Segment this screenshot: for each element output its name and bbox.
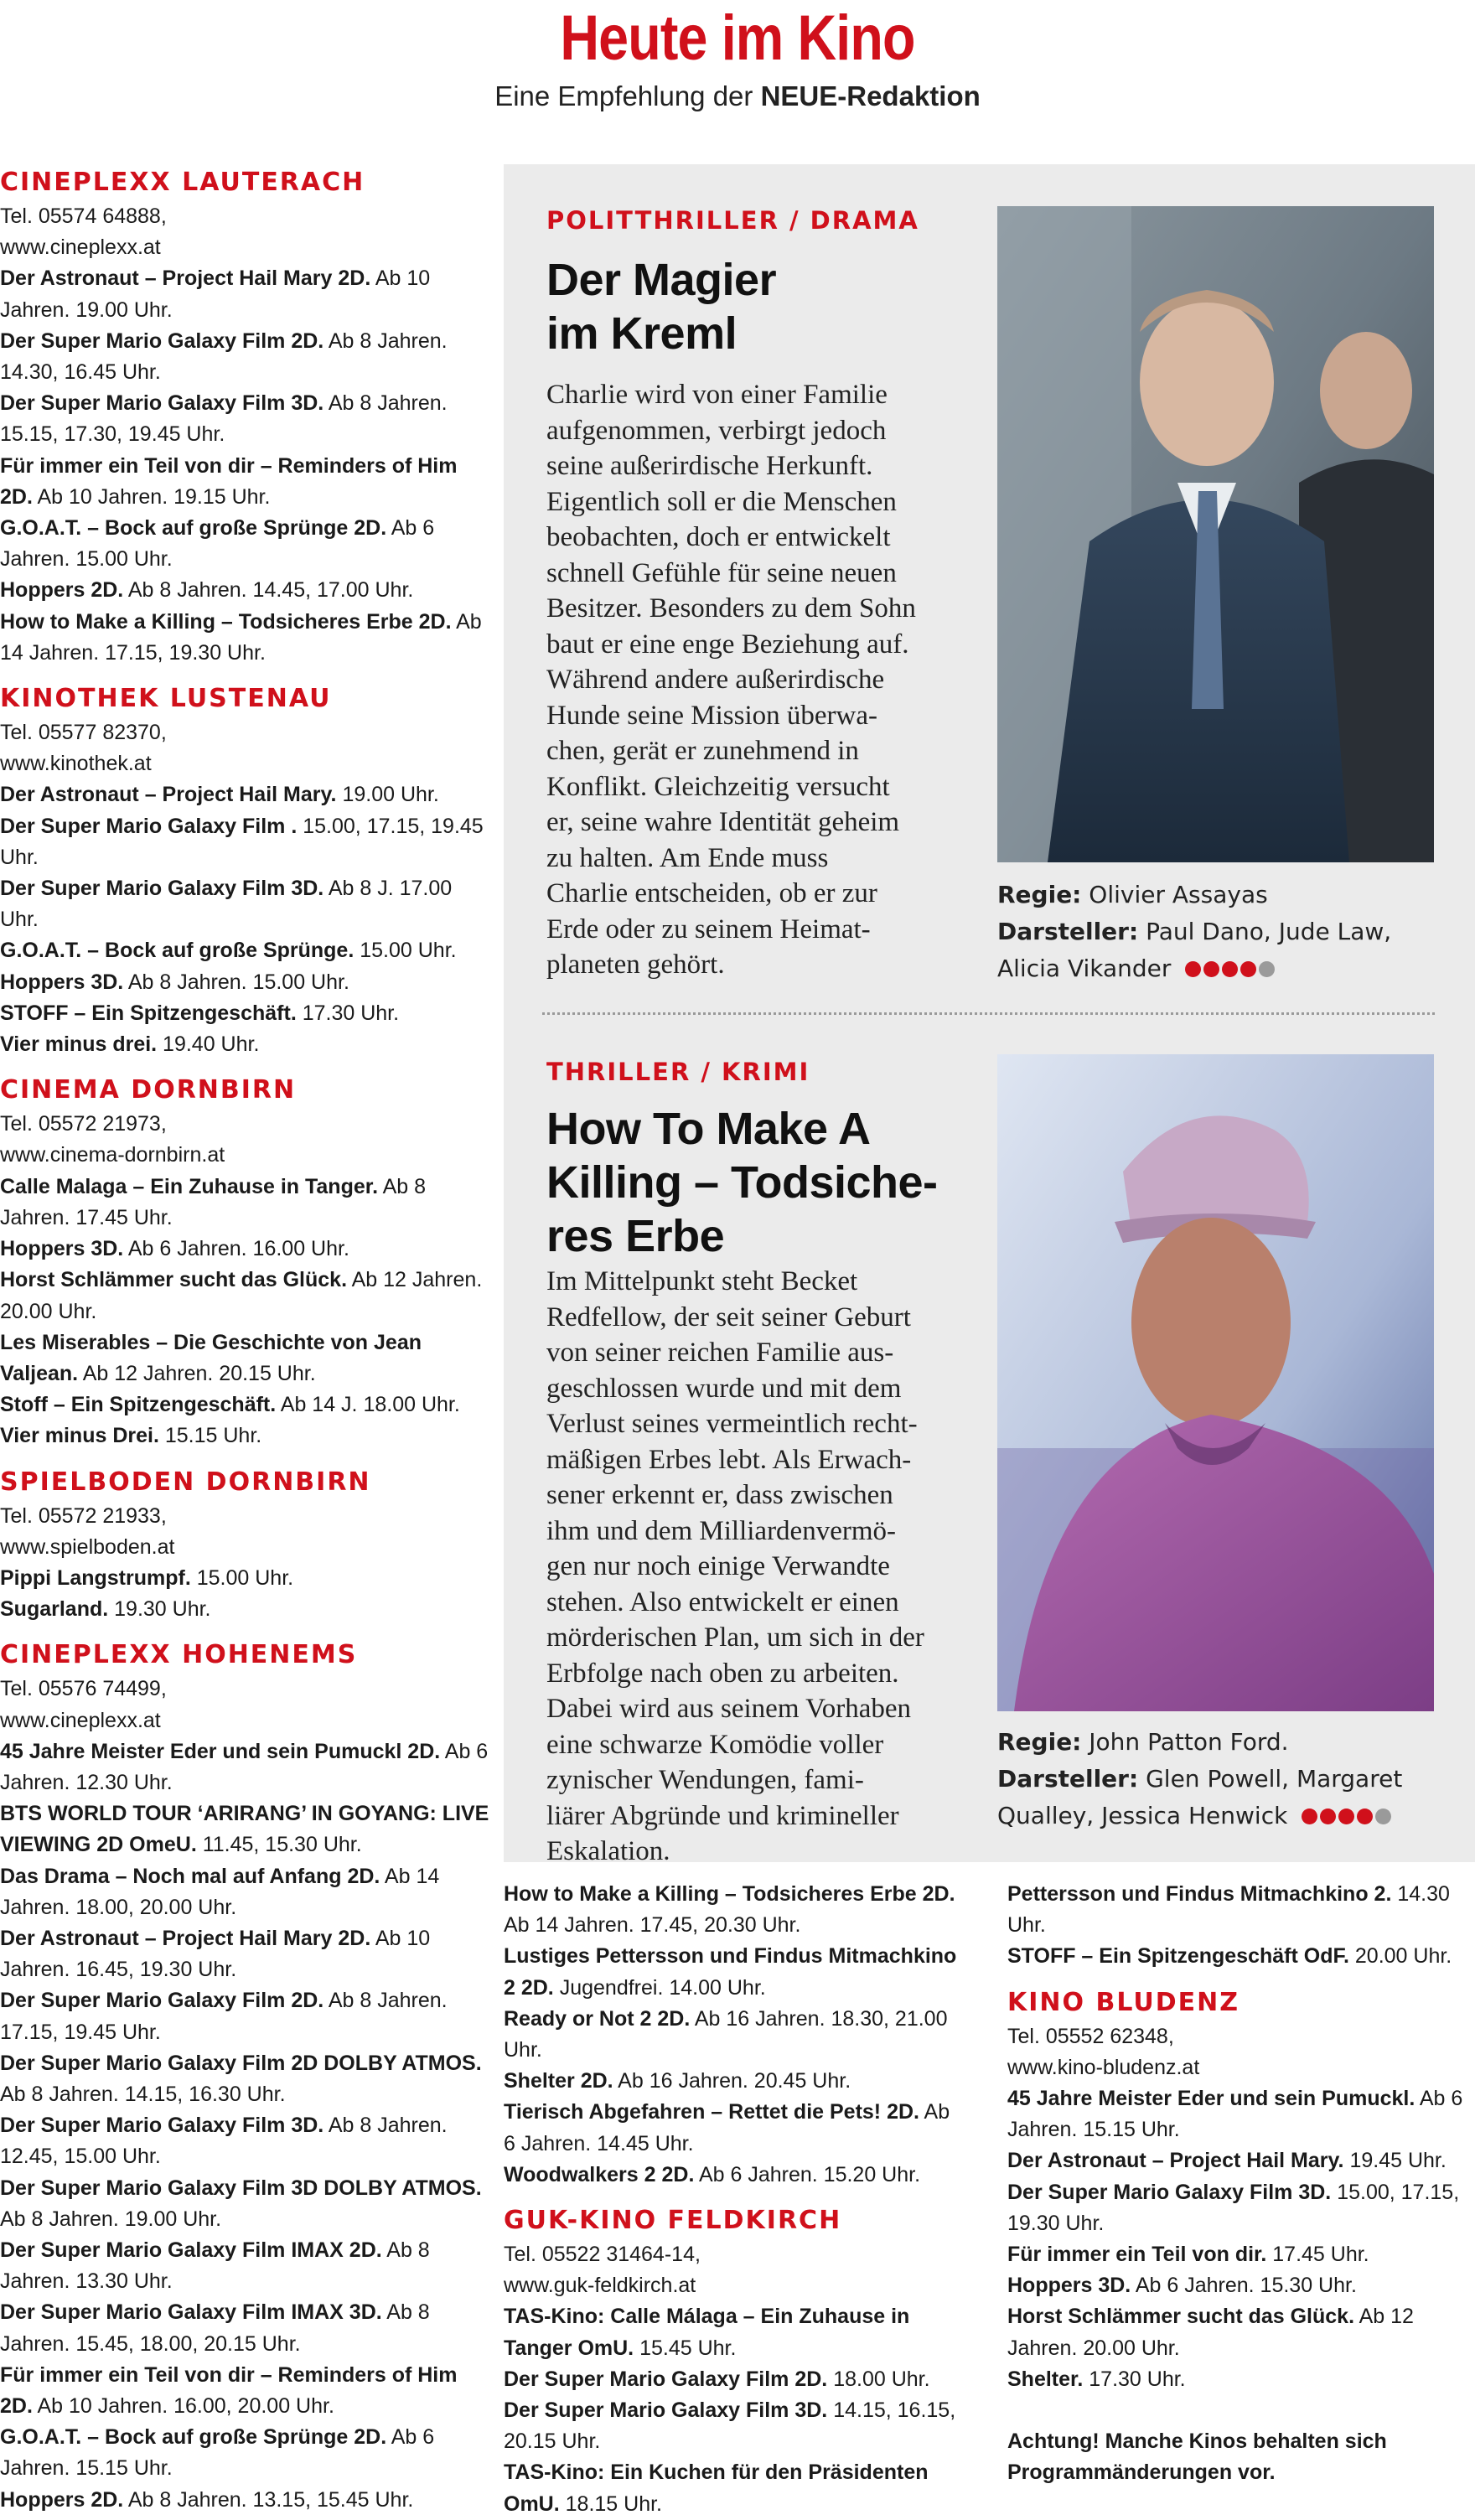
- film-details: 14.30 Uhr.: [1007, 1882, 1450, 1938]
- film-details: 20.00 Uhr.: [1348, 1944, 1452, 1969]
- body-line: sener erkennt er, dass zwischen: [546, 1480, 893, 1510]
- film-entry: [1007, 2239, 1467, 2270]
- film-title: STOFF – Ein Spitzengeschäft.: [0, 1001, 297, 1025]
- film-title: Das Drama – Noch mal auf Anfang 2D.: [0, 1864, 380, 1888]
- film-entry: [504, 1941, 960, 2003]
- film-details: Ab 8 Jahren. 13.15, 15.45 Uhr.: [123, 2487, 414, 2512]
- film-entry: [0, 1563, 494, 1594]
- body-line: Verlust seines vermeintlich recht-: [546, 1409, 918, 1439]
- film-details: Ab 8 Jahren. 14.45, 17.00 Uhr.: [123, 578, 414, 603]
- film-entry: [1007, 2177, 1467, 2239]
- film-details: 17.30 Uhr.: [1083, 2367, 1186, 2391]
- rating-dot-filled: [1240, 961, 1256, 977]
- film-title: TAS-Kino: Ein Kuchen für den Präsidenten OmU.: [504, 2460, 929, 2516]
- feature-2-body: [546, 1264, 982, 1870]
- cinema-block: [0, 680, 494, 1060]
- body-line: Im Mittelpunkt steht Becket: [546, 1266, 858, 1296]
- film-title: Der Super Mario Galaxy Film 2D.: [0, 329, 324, 353]
- rating-dot-filled: [1185, 961, 1201, 977]
- film-details: Ab 8 Jahren. 19.00 Uhr.: [0, 2207, 222, 2231]
- film-details: 14.15, 16.15, 20.15 Uhr.: [504, 2398, 956, 2454]
- feature-2-title-line: res Erbe: [546, 1211, 725, 1261]
- film-entry: [0, 1172, 494, 1234]
- cinema-phone: Tel. 05572 21933,: [0, 1503, 167, 1528]
- rating-dot-filled: [1222, 961, 1238, 977]
- film-details: Ab 6 Jahren. 15.00 Uhr.: [0, 516, 435, 572]
- film-title: Der Super Mario Galaxy Film 2D.: [504, 2367, 828, 2391]
- film-details: Ab 10 Jahren. 19.15 Uhr.: [32, 484, 271, 509]
- film-title: How to Make a Killing – Todsicheres Erbe 2D.: [0, 609, 452, 634]
- body-line: Redfellow, der seit seiner Geburt: [546, 1301, 911, 1332]
- body-line: mörderischen Plan, um sich in der: [546, 1622, 924, 1653]
- film-details: Ab 6 Jahren. 12.30 Uhr.: [0, 1739, 489, 1794]
- film-entry: [0, 2360, 494, 2422]
- cinema-name: CINEMA DORNBIRN: [0, 1075, 297, 1105]
- film-details: Ab 6 Jahren. 15.15 Uhr.: [0, 2425, 435, 2481]
- film-entry: [1007, 1941, 1467, 1972]
- body-line: Eigentlich soll er die Menschen: [546, 486, 897, 517]
- film-details: Ab 10 Jahren. 16.00, 20.00 Uhr.: [32, 2394, 334, 2418]
- cinema-phone: Tel. 05577 82370,: [0, 721, 167, 745]
- body-line: schnell Gefühle für seine neuen: [546, 557, 897, 588]
- film-title: Der Super Mario Galaxy Film 3D DOLBY ATMOS.: [0, 2176, 482, 2200]
- body-line: mäßigen Erbes lebt. Als Erwach-: [546, 1444, 912, 1475]
- cinema-block: [0, 1637, 494, 2515]
- film-details: 15.00 Uhr.: [354, 939, 457, 963]
- film-title: Calle Malaga – Ein Zuhause in Tanger.: [0, 1174, 379, 1198]
- cinema-phone: Tel. 05574 64888,: [0, 204, 167, 228]
- rating-dot-filled: [1320, 1809, 1336, 1824]
- cinema-block: [0, 1464, 494, 1626]
- film-title: G.O.A.T. – Bock auf große Sprünge 2D.: [0, 516, 387, 541]
- cast-line: Paul Dano, Jude Law,: [1146, 918, 1392, 945]
- body-line: Charlie wird von einer Familie: [546, 380, 888, 410]
- film-title: Der Super Mario Galaxy Film IMAX 2D.: [0, 2238, 382, 2262]
- body-line: eine schwarze Komödie voller: [546, 1729, 884, 1760]
- film-title: Der Super Mario Galaxy Film 2D.: [0, 1989, 324, 2013]
- rating-dot-empty: [1375, 1809, 1391, 1824]
- film-details: 17.30 Uhr.: [296, 1001, 400, 1025]
- film-details: Ab 8 Jahren. 13.30 Uhr.: [0, 2238, 430, 2294]
- film-details: Ab 8 Jahren. 17.45 Uhr.: [0, 1174, 427, 1229]
- film-entry: [504, 2457, 960, 2519]
- darsteller-label: Darsteller:: [997, 1765, 1139, 1793]
- cinema-block: [504, 2202, 960, 2520]
- film-title: Der Astronaut – Project Hail Mary 2D.: [0, 266, 371, 291]
- body-line: ihm und dem Milliardenvermö-: [546, 1515, 896, 1546]
- film-title: Der Super Mario Galaxy Film IMAX 3D.: [0, 2300, 382, 2325]
- cinema-name: GUK-KINO FELDKIRCH: [504, 2206, 842, 2236]
- body-line: Besitzer. Besonders zu dem Sohn: [546, 593, 916, 624]
- film-entry: [1007, 2270, 1467, 2301]
- film-details: Ab 8 Jahren. 17.15, 19.45 Uhr.: [0, 1989, 448, 2044]
- film-entry: [0, 513, 494, 575]
- film-details: 18.15 Uhr.: [559, 2492, 662, 2516]
- film-title: How to Make a Killing – Todsicheres Erbe 2D.: [504, 1882, 955, 1906]
- film-title: Ready or Not 2 2D.: [504, 2006, 691, 2031]
- film-details: 15.45 Uhr.: [634, 2336, 737, 2360]
- film-entry: [0, 451, 494, 513]
- film-title: Woodwalkers 2 2D.: [504, 2162, 695, 2186]
- film-details: Jugendfrei. 14.00 Uhr.: [553, 1975, 766, 2000]
- film-entry: [0, 1234, 494, 1265]
- film-entry: [0, 1265, 494, 1327]
- feature-1-photo: [997, 206, 1434, 862]
- film-entry: [0, 1923, 494, 1985]
- film-details: Ab 16 Jahren. 20.45 Uhr.: [613, 2069, 851, 2093]
- body-line: Konflikt. Gleichzeitig versucht: [546, 771, 890, 802]
- film-title: Horst Schlämmer sucht das Glück.: [1007, 2305, 1355, 2329]
- film-title: TAS-Kino: Calle Málaga – Ein Zuhause in Tanger OmU.: [504, 2305, 910, 2360]
- film-title: Der Astronaut – Project Hail Mary.: [1007, 2149, 1344, 2173]
- film-title: Lustiges Pettersson und Findus Mitmachkino 2 2D.: [504, 1944, 957, 2000]
- film-entry: [1007, 2083, 1467, 2145]
- film-title: Shelter.: [1007, 2367, 1084, 2391]
- film-entry: [504, 2301, 960, 2363]
- film-details: 11.45, 15.30 Uhr.: [196, 1833, 362, 1857]
- subtitle-prefix: Eine Empfehlung der: [494, 80, 761, 111]
- film-title: Horst Schlämmer sucht das Glück.: [0, 1268, 348, 1292]
- film-details: 19.00 Uhr.: [336, 783, 439, 807]
- film-title: 45 Jahre Meister Eder und sein Pumuckl 2D.: [0, 1739, 441, 1763]
- film-entry: [504, 2364, 960, 2395]
- film-details: Ab 10 Jahren. 19.00 Uhr.: [0, 266, 431, 322]
- feature-1-title-line: Der Magier: [546, 255, 777, 305]
- director: John Patton Ford.: [1089, 1728, 1289, 1756]
- photo-man-in-suit-image: [997, 206, 1434, 862]
- film-entry: [1007, 2145, 1467, 2176]
- cinema-website: www.kinothek.at: [0, 752, 152, 776]
- film-entry: [0, 2297, 494, 2359]
- film-entry: [1007, 1879, 1467, 1941]
- film-entry: [0, 326, 494, 388]
- cinema-website: www.cinema-dornbirn.at: [0, 1143, 225, 1167]
- film-details: Ab 6 Jahren. 15.30 Uhr.: [1131, 2274, 1357, 2298]
- cinema-name: SPIELBODEN DORNBIRN: [0, 1467, 371, 1497]
- director: Olivier Assayas: [1089, 881, 1268, 908]
- film-entry: [0, 1029, 494, 1060]
- film-details: 17.45 Uhr.: [1266, 2243, 1369, 2267]
- film-details: Ab 14 Jahren. 17.45, 20.30 Uhr.: [504, 1913, 801, 1938]
- film-title: Vier minus Drei.: [0, 1424, 159, 1448]
- film-title: Der Super Mario Galaxy Film .: [0, 814, 298, 838]
- film-title: Hoppers 3D.: [1007, 2274, 1131, 2298]
- regie-label: Regie:: [997, 881, 1082, 908]
- film-entry: [504, 2097, 960, 2159]
- film-entry: [0, 575, 494, 606]
- rating-dot-filled: [1203, 961, 1219, 977]
- film-title: Der Super Mario Galaxy Film 3D.: [0, 877, 324, 901]
- film-title: Hoppers 3D.: [0, 1237, 124, 1261]
- cinema-phone: Tel. 05572 21973,: [0, 1112, 167, 1136]
- body-line: planeten gehört.: [546, 950, 725, 980]
- page-title: Heute im Kino: [560, 3, 915, 74]
- film-title: Für immer ein Teil von dir – Reminders of Him 2D.: [0, 453, 458, 509]
- body-line: zu halten. Am Ende muss: [546, 842, 829, 873]
- feature-2-photo: [997, 1054, 1434, 1711]
- cinema-website: www.guk-feldkirch.at: [504, 2274, 696, 2298]
- body-line: von seiner reichen Familie aus-: [546, 1338, 894, 1368]
- film-entry: [0, 2485, 494, 2516]
- body-line: Hunde seine Mission überwa-: [546, 700, 878, 731]
- feature-divider: [542, 1012, 1435, 1015]
- cinema-phone: Tel. 05552 62348,: [1007, 2024, 1174, 2048]
- feature-2-genre: THRILLER / KRIMI: [546, 1058, 810, 1086]
- feature-2-title: [546, 1102, 938, 1263]
- film-entry: [0, 1985, 494, 2047]
- film-details: Ab 8 Jahren. 14.15, 16.30 Uhr.: [0, 2082, 286, 2106]
- film-entry: [1007, 2301, 1467, 2363]
- subtitle-brand: NEUE-Redaktion: [760, 80, 981, 111]
- body-line: stehen. Also entwickelt er einen: [546, 1586, 899, 1617]
- body-line: liärer Abgründe und krimineller: [546, 1800, 899, 1831]
- film-entry: [0, 2110, 494, 2172]
- film-title: Pippi Langstrumpf.: [0, 1565, 191, 1590]
- film-entry: [504, 2004, 960, 2066]
- cast-line: Glen Powell, Margaret: [1146, 1765, 1403, 1793]
- cinema-name: CINEPLEXX HOHENEMS: [0, 1640, 358, 1670]
- film-entry: [0, 2173, 494, 2235]
- film-details: Ab 14 Jahren. 17.15, 19.30 Uhr.: [0, 609, 482, 665]
- rating-dot-empty: [1259, 961, 1275, 977]
- cinema-listings-bottom-right: [1007, 1879, 1467, 2488]
- cinema-website: www.spielboden.at: [0, 1534, 175, 1559]
- film-details: Ab 12 Jahren. 20.00 Uhr.: [1007, 2305, 1414, 2360]
- cinema-phone: Tel. 05522 31464-14,: [504, 2243, 701, 2267]
- feature-1-genre: POLITTHRILLER / DRAMA: [546, 206, 919, 235]
- page-subtitle: [0, 80, 1475, 112]
- film-entry: [0, 935, 494, 966]
- film-title: Der Super Mario Galaxy Film 3D.: [0, 2114, 324, 2138]
- film-title: Vier minus drei.: [0, 1032, 158, 1057]
- film-title: G.O.A.T. – Bock auf große Sprünge 2D.: [0, 2425, 387, 2450]
- film-details: 18.00 Uhr.: [827, 2367, 930, 2391]
- film-details: Ab 8 Jahren. 15.15, 17.30, 19.45 Uhr.: [0, 391, 448, 447]
- film-entry: [0, 967, 494, 998]
- film-details: Ab 12 Jahren. 20.00 Uhr.: [0, 1268, 483, 1323]
- cinema-name: KINOTHEK LUSTENAU: [0, 684, 332, 714]
- darsteller-label: Darsteller:: [997, 918, 1139, 945]
- film-details: Ab 8 Jahren. 14.30, 16.45 Uhr.: [0, 329, 448, 385]
- cinema-phone: Tel. 05576 74499,: [0, 1677, 167, 1701]
- film-entry: [0, 2048, 494, 2110]
- film-details: 19.30 Uhr.: [108, 1597, 211, 1622]
- film-entry: [0, 779, 494, 810]
- photo-man-in-cap-image: [997, 1054, 1434, 1711]
- regie-label: Regie:: [997, 1728, 1082, 1756]
- film-details: 15.00, 17.15, 19.45 Uhr.: [0, 814, 484, 869]
- film-title: Für immer ein Teil von dir.: [1007, 2243, 1267, 2267]
- film-title: Hoppers 2D.: [0, 578, 124, 603]
- film-entry: [504, 2160, 960, 2191]
- film-title: Hoppers 3D.: [0, 970, 124, 994]
- rating-dots: [1185, 951, 1277, 988]
- film-title: Der Super Mario Galaxy Film 3D.: [504, 2398, 828, 2423]
- film-details: Ab 8 Jahren. 15.00 Uhr.: [123, 970, 349, 994]
- film-title: Tierisch Abgefahren – Rettet die Pets! 2D.: [504, 2100, 919, 2124]
- rating-dot-filled: [1302, 1809, 1317, 1824]
- film-title: Shelter 2D.: [504, 2069, 613, 2093]
- feature-2-credits: [997, 1724, 1467, 1835]
- program-change-note: Achtung! Manche Kinos behalten sich Programmänderungen vor.: [1007, 2429, 1387, 2485]
- film-entry: [0, 2422, 494, 2484]
- cinema-name: KINO BLUDENZ: [1007, 1987, 1240, 2017]
- film-title: Der Super Mario Galaxy Film 2D DOLBY ATMOS.: [0, 2051, 482, 2075]
- feature-1-credits: [997, 877, 1467, 988]
- film-title: Les Miserables – Die Geschichte von Jean Valjean.: [0, 1330, 422, 1385]
- film-entry: [0, 388, 494, 450]
- feature-2-title-line: Killing – Todsiche-: [546, 1157, 938, 1208]
- cast-line: Alicia Vikander: [997, 955, 1172, 982]
- film-details: Ab 8 J. 17.00 Uhr.: [0, 877, 453, 932]
- film-entry: [0, 263, 494, 325]
- film-title: Sugarland.: [0, 1597, 109, 1622]
- rating-dots: [1302, 1798, 1394, 1835]
- feature-1-title-line: im Kreml: [546, 308, 738, 359]
- film-title: STOFF – Ein Spitzengeschäft OdF.: [1007, 1944, 1349, 1969]
- film-entry: [0, 1389, 494, 1420]
- cinema-listings-bottom-middle: [504, 1879, 960, 2520]
- film-details: Ab 6 Jahren. 15.15 Uhr.: [1007, 2087, 1463, 2142]
- cinema-block: [1007, 1984, 1467, 2395]
- body-line: er, seine wahre Identität geheim: [546, 807, 900, 837]
- cinema-listings-left: [0, 164, 494, 2516]
- film-entry: [0, 1798, 494, 1860]
- film-details: Ab 6 Jahren. 16.00 Uhr.: [123, 1237, 349, 1261]
- cinema-block: [0, 1072, 494, 1451]
- film-details: Ab 14 Jahren. 18.00, 20.00 Uhr.: [0, 1864, 440, 1919]
- body-line: beobachten, doch er entwickelt: [546, 522, 891, 552]
- film-title: Der Astronaut – Project Hail Mary 2D.: [0, 1926, 371, 1950]
- film-title: Für immer ein Teil von dir – Reminders of Him 2D.: [0, 2362, 458, 2418]
- film-title: Der Astronaut – Project Hail Mary.: [0, 783, 337, 807]
- body-line: geschlossen wurde und mit dem: [546, 1373, 902, 1404]
- film-title: G.O.A.T. – Bock auf große Sprünge.: [0, 939, 355, 963]
- film-title: Pettersson und Findus Mitmachkino 2.: [1007, 1882, 1392, 1906]
- rating-dot-filled: [1338, 1809, 1354, 1824]
- body-line: Charlie entscheiden, ob er zur: [546, 878, 877, 908]
- body-line: seine außerirdische Herkunft.: [546, 451, 873, 481]
- body-line: aufgenommen, verbirgt jedoch: [546, 415, 887, 446]
- film-details: Ab 8 Jahren. 15.45, 18.00, 20.15 Uhr.: [0, 2300, 430, 2356]
- film-entry: [0, 811, 494, 873]
- film-entry: [0, 1736, 494, 1798]
- film-entry: [0, 873, 494, 935]
- film-details: Ab 12 Jahren. 20.15 Uhr.: [78, 1361, 316, 1385]
- cinema-block: [0, 164, 494, 669]
- film-details: Ab 10 Jahren. 16.45, 19.30 Uhr.: [0, 1926, 431, 1982]
- film-details: Ab 6 Jahren. 14.45 Uhr.: [504, 2100, 950, 2155]
- film-title: BTS WORLD TOUR ‘ARIRANG’ IN GOYANG: LIVE VIEWING 2D OmeU.: [0, 1802, 489, 1857]
- cinema-website: www.cineplexx.at: [0, 1708, 161, 1732]
- film-entry: [1007, 2364, 1467, 2395]
- film-entry: [0, 1861, 494, 1923]
- film-entry: [0, 1420, 494, 1451]
- rating-dot-filled: [1357, 1809, 1373, 1824]
- film-entry: [0, 998, 494, 1029]
- cast-line: Qualley, Jessica Henwick: [997, 1802, 1288, 1829]
- body-line: Erde oder zu seinem Heimat-: [546, 913, 871, 944]
- film-title: Der Super Mario Galaxy Film 3D.: [1007, 2180, 1332, 2204]
- film-details: 15.00, 17.15, 19.30 Uhr.: [1007, 2180, 1460, 2235]
- body-line: gen nur noch einige Verwandte: [546, 1551, 890, 1581]
- film-title: Stoff – Ein Spitzengeschäft.: [0, 1393, 277, 1417]
- film-details: Ab 8 Jahren. 12.45, 15.00 Uhr.: [0, 2114, 448, 2169]
- film-details: Ab 16 Jahren. 18.30, 21.00 Uhr.: [504, 2006, 948, 2062]
- film-details: 15.15 Uhr.: [158, 1424, 262, 1448]
- film-details: 19.45 Uhr.: [1343, 2149, 1447, 2173]
- film-title: Der Super Mario Galaxy Film 3D.: [0, 391, 324, 416]
- film-details: 19.40 Uhr.: [157, 1032, 260, 1057]
- cinema-website: www.kino-bludenz.at: [1007, 2055, 1200, 2079]
- body-line: Während andere außerirdische: [546, 665, 885, 695]
- film-details: Ab 6 Jahren. 15.20 Uhr.: [694, 2162, 921, 2186]
- film-details: Ab 14 J. 18.00 Uhr.: [276, 1393, 460, 1417]
- body-line: Dabei wird aus seinem Vorhaben: [546, 1694, 912, 1724]
- film-entry: [504, 1879, 960, 1941]
- film-entry: [0, 2235, 494, 2297]
- body-line: Erbfolge nach oben zu arbeiten.: [546, 1658, 899, 1689]
- cinema-website: www.cineplexx.at: [0, 235, 161, 260]
- film-entry: [504, 2066, 960, 2097]
- film-entry: [0, 1594, 494, 1625]
- feature-1-body: [546, 377, 982, 983]
- film-entry: [504, 2395, 960, 2457]
- body-line: baut er eine enge Beziehung auf.: [546, 629, 909, 660]
- film-entry: [0, 1327, 494, 1389]
- feature-2-title-line: How To Make A: [546, 1104, 871, 1154]
- body-line: chen, gerät er zunehmend in: [546, 736, 859, 766]
- film-entry: [0, 607, 494, 669]
- body-line: zynischer Wendungen, fami-: [546, 1765, 864, 1795]
- film-title: 45 Jahre Meister Eder und sein Pumuckl.: [1007, 2087, 1415, 2111]
- film-title: Hoppers 2D.: [0, 2487, 124, 2512]
- body-line: Eskalation.: [546, 1836, 670, 1866]
- feature-1-title: [546, 253, 776, 360]
- film-details: 15.00 Uhr.: [190, 1565, 294, 1590]
- cinema-name: CINEPLEXX LAUTERACH: [0, 168, 365, 197]
